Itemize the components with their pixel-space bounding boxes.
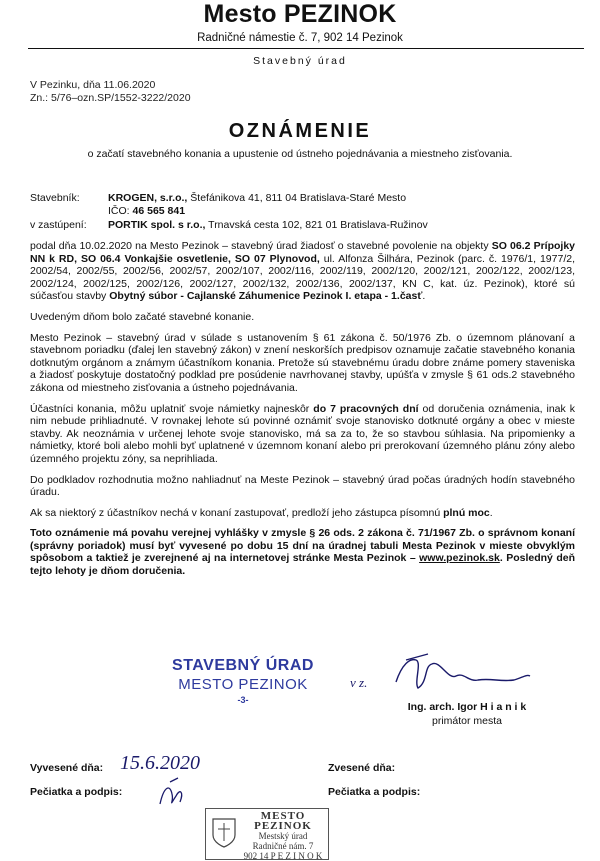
body-paragraph-application: podal dňa 10.02.2020 na Mesto Pezinok – stavebný úrad žiadosť o stavebné povolenie na objekty SO 06.2 Prípojky NN k RD, SO 06.4 Vonkajšie osvetlenie, SO 07 Plynovod, ul. Alfonza Šilhára, Pezinok (parc. č. 1976/1, 1977/2, 2002/54, 2002/55, 2002/56, 2002/57, 2002/107, 2002/116, 2002/119, 2002/120, 2002/121, 2002/122, 2002/123, 2002/124, 2002/125, 2002/126, 2002/127, 2002/132, 2002/136, 2002/137, KN C, kat. úz. Pezinok), ktoré sú súčasťou stavby Obytný súbor - Cajlanské Záhumenice Pezinok I. etapa - 1.časť.	[30, 240, 575, 303]
builder-info	[108, 192, 406, 204]
handwritten-signature	[388, 652, 538, 697]
office-stamp	[168, 656, 318, 706]
body-paragraph-public-notice: Toto oznámenie má povahu verejnej vyhlášky v zmysle § 26 ods. 2 zákona č. 71/1967 Zb. o správnom konaní (správny poriadok) musí byť vyvesené po dobu 15 dní na úradnej tabuli Mesta Pezinok v mieste obvyklým spôsobom a taktiež je zverejnené aj na internetovej stránke Mesta Pezinok – www.pezinok.sk. Posledný deň tejto lehoty je dňom doručenia.	[30, 527, 575, 578]
stamp-signature-label-left: Pečiatka a podpis:	[30, 786, 123, 798]
body-paragraph-commenced: Uvedeným dňom bolo začaté stavebné konanie.	[30, 310, 255, 323]
coat-of-arms-icon	[211, 817, 237, 849]
posted-date-handwritten: 15.6.2020	[120, 752, 200, 774]
builder-name: KROGEN, s.r.o.,	[108, 192, 188, 204]
municipal-stamp	[205, 808, 329, 860]
representative-address: Trnavská cesta 102, 821 01 Bratislava-Ružinov	[205, 219, 428, 231]
signer-name: Ing. arch. Igor H i a n i k	[407, 701, 527, 713]
posted-date-label: Vyvesené dňa:	[30, 762, 104, 774]
stamp-line-1: STAVEBNÝ ÚRAD	[172, 657, 314, 674]
builder-ico	[108, 205, 185, 217]
body-paragraph-legal-basis: Mesto Pezinok – stavebný úrad v súlade s ustanovením § 61 zákona č. 50/1976 Zb. o územnom plánovaní a stavebnom poriadku (ďalej len stavebný zákon) v znení neskorších predpisov oznamuje začatie stavebného konania dotknutým orgánom a známym účastníkom konania. Pretože sú stavebnému úradu dobre známe pomery staveniska a žiadosť poskytuje dostatočný podklad pre posúdenie navrhovanej stavby, upúšťa v zmysle § 61 ods.2 stavebného zákona od miestneho zisťovania a ústneho pojednávania.	[30, 331, 575, 394]
ico-value: 46 565 841	[132, 205, 186, 217]
representative-info	[108, 219, 428, 231]
notice-body	[30, 240, 575, 586]
document-date: V Pezinku, dňa 11.06.2020	[30, 79, 156, 91]
notice-subheading: o začatí stavebného konania a upustenie od ústneho pojednávania a miestneho zisťovania.	[87, 148, 513, 160]
municipal-stamp-text: MESTO PEZINOK Mestský úrad Radničné nám. 7 902 14 P E Z I N O K	[243, 810, 323, 861]
office-name: Stavebný úrad	[253, 55, 347, 67]
representative-label: v zastúpení:	[30, 219, 87, 231]
notice-heading: OZNÁMENIE	[228, 120, 372, 142]
builder-label: Stavebník:	[30, 192, 80, 204]
city-address: Radničné námestie č. 7, 902 14 Pezinok	[197, 32, 403, 44]
signer-title: primátor mesta	[431, 715, 503, 727]
body-paragraph-documents: Do podkladov rozhodnutia možno nahliadnuť na Meste Pezinok – stavebný úrad počas úradných hodín stavebného úradu.	[30, 473, 575, 499]
builder-address: Štefánikova 41, 811 04 Bratislava-Staré Mesto	[187, 192, 407, 204]
removed-date-label: Zvesené dňa:	[328, 762, 396, 774]
ico-label: IČO:	[108, 205, 133, 217]
representative-name: PORTIK spol. s r.o.,	[108, 219, 206, 231]
header-rule	[28, 48, 584, 49]
reference-number: Zn.: 5/76–ozn.SP/1552-3222/2020	[30, 92, 191, 104]
stamp-signature-label-right: Pečiatka a podpis:	[328, 786, 421, 798]
stamp-line-2: MESTO PEZINOK	[178, 676, 308, 693]
website-link[interactable]: www.pezinok.sk	[419, 552, 500, 565]
stamp-line-3: -3-	[237, 695, 249, 705]
signer-block	[372, 700, 562, 728]
signature-prefix: v z.	[350, 675, 368, 690]
body-paragraph-objections: Účastníci konania, môžu uplatniť svoje námietky najneskôr do 7 pracovných dní od doručenia oznámenia, inak k nim nebude prihliadnuté. V rovnakej lehote sú povinné oznámiť svoje stanovisko dotknuté orgány a obec v mieste stavby. Ak neoznámia v určenej lehote svoje stanovisko, má sa za to, že so stavbou súhlasia. Na pripomienky a námietky, ktoré boli alebo mohli byť uplatnené v územnom konaní alebo pri prerokovaní územného plánu zóny alebo územného projektu zóny, sa neprihliada.	[30, 402, 575, 465]
body-paragraph-representation: Ak sa niektorý z účastníkov nechá v konaní zastupovať, predloží jeho zástupca písomnú plnú moc.	[30, 506, 493, 519]
handwritten-initials	[150, 776, 195, 814]
city-title: Mesto PEZINOK	[203, 0, 397, 28]
